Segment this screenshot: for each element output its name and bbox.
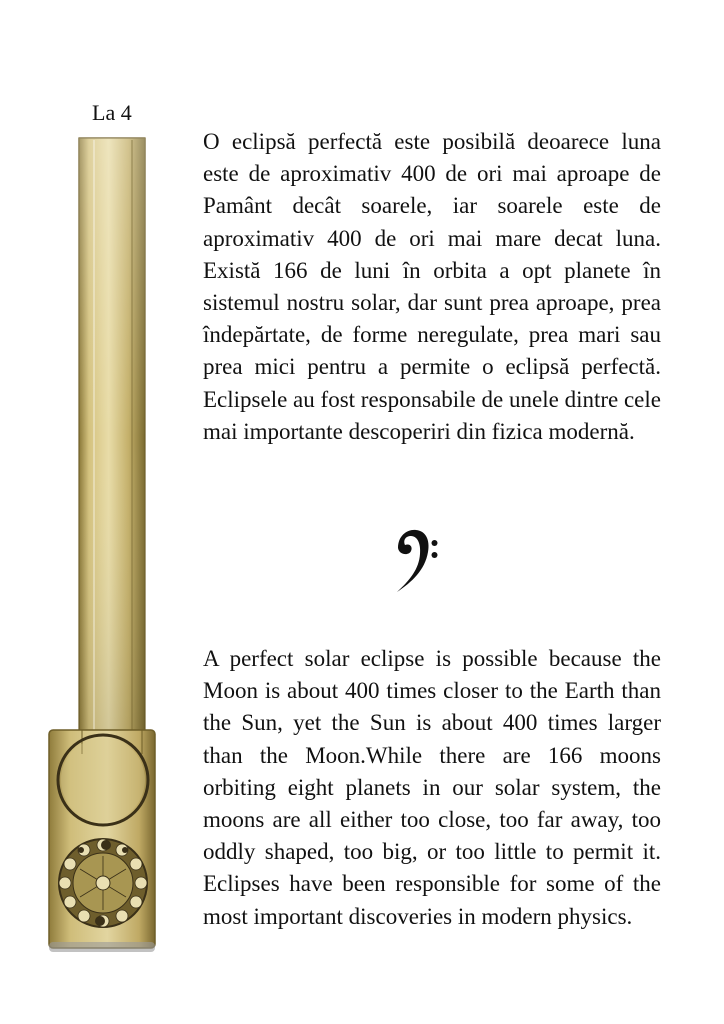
english-paragraph: A perfect solar eclipse is possible because the Moon is about 400 times closer to the Earth than the Sun, yet the Sun is about 400 times larger than the Moon.While there are 166 moons orbiting eight planets in our solar system, the moons are all either too close, too far away, too oddly shaped, too big, or too little to permit it. Eclipses have been responsible for some of the most important discoveries in modern physics. — [203, 646, 661, 929]
page-label: La 4 — [92, 100, 132, 125]
bass-clef-icon — [394, 526, 438, 596]
eclipse-instrument-illustration — [46, 134, 158, 960]
romanian-paragraph: O eclipsă perfectă este posibilă deoarece luna este de aproximativ 400 de ori mai aproape de Pamânt decât soarele, iar soarele este de aproximativ 400 de ori mai mare decat luna. Există 166 de luni în orbita a opt planete în sistemul nostru solar, dar sunt prea aproape, prea îndepărtate, de forme neregulate, prea mari sau prea mici pentru a permite o eclipsă perfectă. Eclipsele au fost responsabile de unele dintre cele mai importante descoperiri din fizica modernă. — [203, 129, 661, 444]
